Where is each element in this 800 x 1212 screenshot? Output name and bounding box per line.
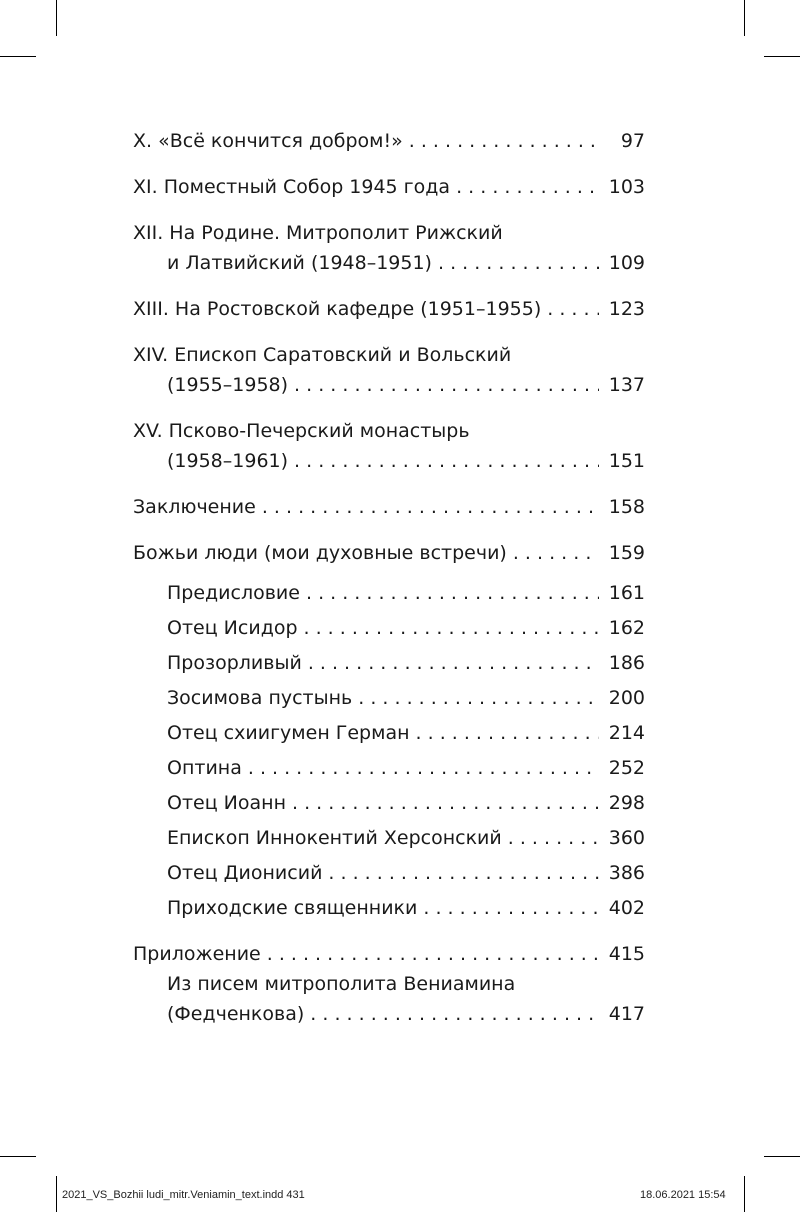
toc-line <box>133 788 645 818</box>
toc-title: Предисловие <box>167 582 300 604</box>
slug-filename: 2021_VS_Bozhii ludi_mitr.Veniamin_text.indd 431 <box>62 1189 305 1201</box>
toc-line <box>133 613 645 643</box>
toc-entry-isidor <box>133 613 645 643</box>
toc-line <box>133 969 645 999</box>
toc-title: XIV. Епископ Саратовский и Вольский <box>133 344 512 366</box>
toc-entry-conclusion <box>133 492 645 522</box>
toc-entry-innokenty <box>133 823 645 853</box>
toc-title: X. «Всё кончится добром!» <box>133 130 403 152</box>
toc-line <box>133 893 645 923</box>
toc-entry-dionisy <box>133 858 645 888</box>
dot-leader <box>547 294 598 324</box>
toc-entry-predislovie <box>133 578 645 608</box>
toc-title: Отец Иоанн <box>167 792 287 814</box>
toc-entry-zosimova <box>133 683 645 713</box>
dot-leader <box>409 126 601 156</box>
toc-entry-xiii <box>133 294 645 324</box>
toc-title: Отец схиигумен Герман <box>167 722 410 744</box>
dot-leader <box>508 823 599 853</box>
toc-page-number: 137 <box>608 374 645 396</box>
toc-title: XII. На Родине. Митрополит Рижский <box>133 222 503 244</box>
toc-line <box>133 370 645 400</box>
toc-title: XV. Псково-Печерский монастырь <box>133 420 470 442</box>
toc-page-number: 186 <box>608 652 645 674</box>
toc-line <box>133 248 645 278</box>
toc-title: Отец Дионисий <box>167 862 323 884</box>
toc-page-number: 109 <box>608 252 645 274</box>
toc-line <box>133 718 645 748</box>
toc-page-number: 360 <box>608 827 645 849</box>
toc-page-number: 298 <box>608 792 645 814</box>
toc-title: Зосимова пустынь <box>167 687 353 709</box>
toc-title: Приложение <box>133 943 261 965</box>
toc-page-number: 159 <box>608 542 645 564</box>
toc-line <box>133 416 645 446</box>
toc-title: Божьи люди (мои духовные встречи) <box>133 542 507 564</box>
toc-title: XIII. На Ростовской кафедре (1951–1955) <box>133 298 542 320</box>
toc-entry-xiv <box>133 340 645 400</box>
toc-entry-ioann <box>133 788 645 818</box>
dot-leader <box>306 578 599 608</box>
dot-leader <box>328 858 598 888</box>
print-slug <box>0 1184 800 1204</box>
toc-line <box>133 648 645 678</box>
toc-page-number: 151 <box>608 450 645 472</box>
crop-mark-top-left <box>56 0 57 36</box>
dot-leader <box>456 172 599 202</box>
toc-line <box>133 446 645 476</box>
toc-entry-bozhi-ludi <box>133 538 645 568</box>
dot-leader <box>248 753 599 783</box>
slug-timestamp: 18.06.2021 15:54 <box>640 1189 726 1201</box>
toc-page-number: 123 <box>608 298 645 320</box>
toc-title: Епископ Иннокентий Херсонский <box>167 827 502 849</box>
toc-entry-prihodskie <box>133 893 645 923</box>
toc-line <box>133 858 645 888</box>
toc-line <box>133 999 645 1029</box>
crop-mark-left-top <box>0 56 36 57</box>
toc-page-number: 214 <box>608 722 645 744</box>
dot-leader <box>262 492 599 522</box>
crop-mark-right-bottom <box>764 1156 800 1157</box>
toc-entry-x <box>133 126 645 156</box>
toc-title: и Латвийский (1948–1951) <box>167 252 432 274</box>
toc-title: Заключение <box>133 496 256 518</box>
toc-line <box>133 340 645 370</box>
toc-line <box>133 538 645 568</box>
toc-page-number: 158 <box>608 496 645 518</box>
toc-line <box>133 492 645 522</box>
toc-page-number: 97 <box>620 130 645 152</box>
dot-leader <box>416 718 599 748</box>
dot-leader <box>423 893 598 923</box>
toc-page-number: 386 <box>608 862 645 884</box>
toc-entry-prilozhenie <box>133 939 645 969</box>
toc-page-number: 252 <box>608 757 645 779</box>
toc-line <box>133 939 645 969</box>
toc-title: Приходские священники <box>167 897 418 919</box>
toc-title: Отец Исидор <box>167 617 298 639</box>
toc-line <box>133 294 645 324</box>
toc-title: (Федченкова) <box>167 1003 305 1025</box>
toc-line <box>133 218 645 248</box>
toc-title: Из писем митрополита Вениамина <box>167 973 516 995</box>
dot-leader <box>308 648 599 678</box>
toc-line <box>133 753 645 783</box>
toc-title: (1958–1961) <box>167 450 289 472</box>
crop-mark-top-right <box>744 0 745 36</box>
toc-line <box>133 578 645 608</box>
toc-entry-german <box>133 718 645 748</box>
crop-mark-left-bottom <box>0 1156 36 1157</box>
toc-page-number: 162 <box>608 617 645 639</box>
toc-page-number: 103 <box>608 176 645 198</box>
toc-entry-pisma <box>133 969 645 1029</box>
dot-leader <box>513 538 599 568</box>
toc-line <box>133 172 645 202</box>
dot-leader <box>310 999 598 1029</box>
toc-entry-xii <box>133 218 645 278</box>
dot-leader <box>438 248 599 278</box>
toc-line <box>133 126 645 156</box>
toc-page-number: 417 <box>608 1003 645 1025</box>
toc-page-number: 161 <box>608 582 645 604</box>
toc-page-number: 402 <box>608 897 645 919</box>
toc-title: Прозорливый <box>167 652 302 674</box>
dot-leader <box>294 370 599 400</box>
dot-leader <box>294 446 599 476</box>
dot-leader <box>358 683 598 713</box>
toc-entry-optina <box>133 753 645 783</box>
toc-line <box>133 823 645 853</box>
table-of-contents <box>133 126 645 1029</box>
toc-page-number: 200 <box>608 687 645 709</box>
toc-entry-xv <box>133 416 645 476</box>
toc-entry-xi <box>133 172 645 202</box>
toc-title: (1955–1958) <box>167 374 289 396</box>
toc-title: XI. Поместный Собор 1945 года <box>133 176 451 198</box>
toc-line <box>133 683 645 713</box>
dot-leader <box>304 613 599 643</box>
toc-page-number: 415 <box>608 943 645 965</box>
dot-leader <box>267 939 599 969</box>
crop-mark-right-top <box>764 56 800 57</box>
toc-entry-prozorlivy <box>133 648 645 678</box>
toc-title: Оптина <box>167 757 242 779</box>
dot-leader <box>292 788 599 818</box>
